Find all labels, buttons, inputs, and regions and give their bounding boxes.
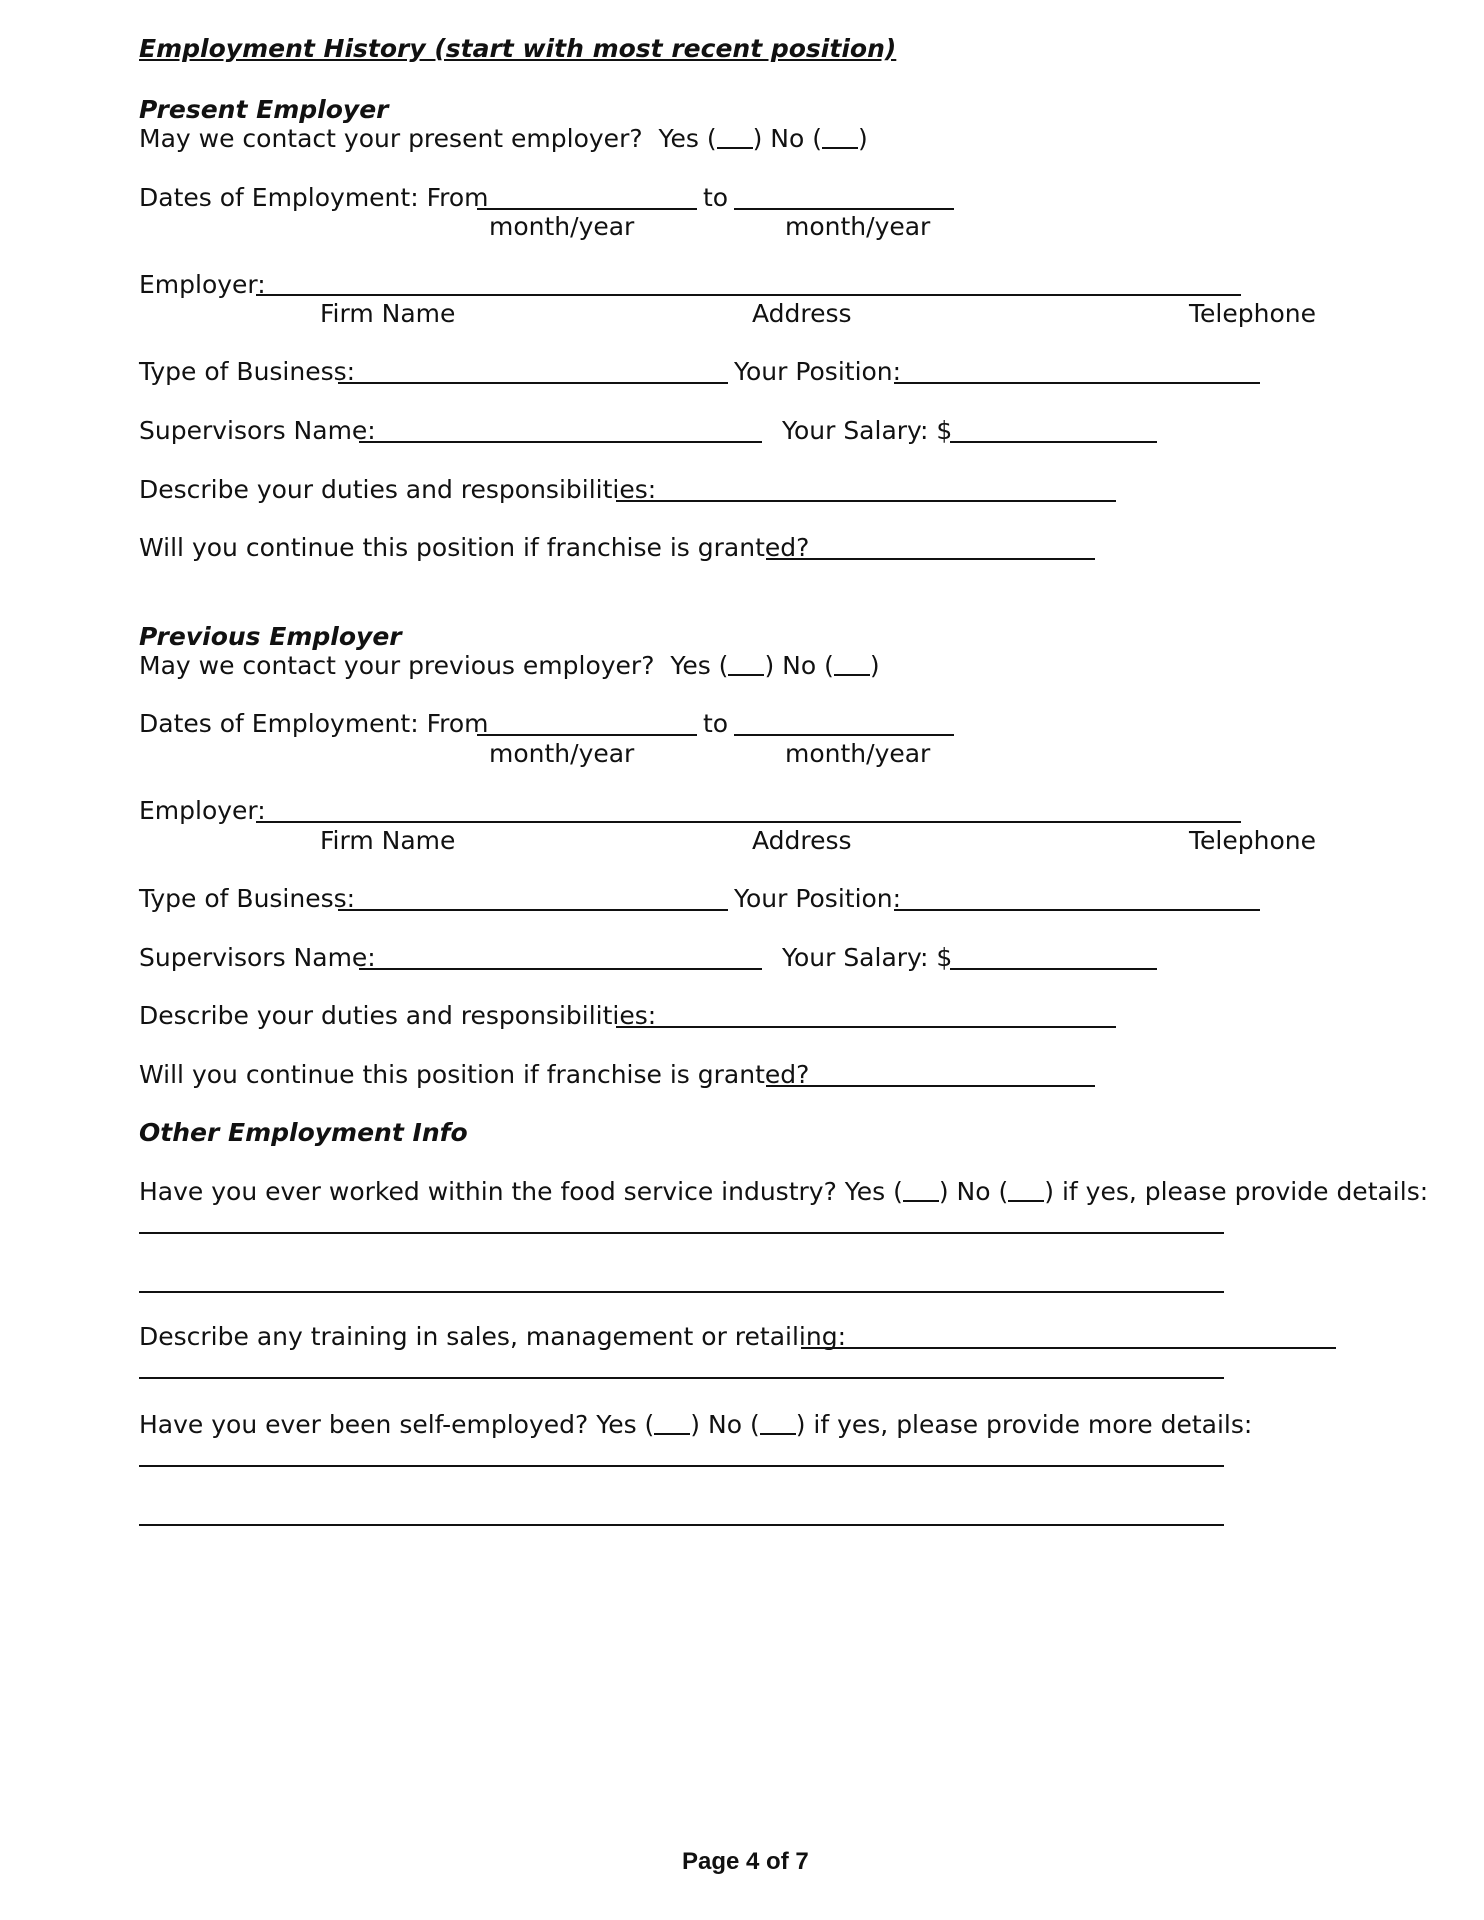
previous-salary-label: Your Salary: $ xyxy=(782,943,953,972)
present-to-label: to xyxy=(703,183,729,212)
previous-telephone-caption: Telephone xyxy=(1189,826,1316,855)
previous-position-label: Your Position: xyxy=(734,884,902,913)
previous-contact-question: May we contact your previous employer? Yes ( ) No ( ) xyxy=(139,651,880,680)
present-position-label: Your Position: xyxy=(734,357,902,386)
other-employment-heading: Other Employment Info xyxy=(139,1118,468,1147)
present-from-date-field[interactable] xyxy=(477,208,697,210)
training-field[interactable] xyxy=(801,1347,1336,1349)
food-service-yes-blank[interactable] xyxy=(903,1178,939,1202)
present-business-field[interactable] xyxy=(338,382,728,384)
previous-contact-no-blank[interactable] xyxy=(834,652,870,676)
previous-business-field[interactable] xyxy=(338,909,728,911)
previous-employer-label: Employer: xyxy=(139,796,266,825)
previous-position-field[interactable] xyxy=(894,909,1260,911)
present-dates-label: Dates of Employment: From xyxy=(139,183,489,212)
present-telephone-caption: Telephone xyxy=(1189,299,1316,328)
present-position-field[interactable] xyxy=(894,382,1260,384)
previous-contact-yes-blank[interactable] xyxy=(728,652,764,676)
previous-continue-label: Will you continue this position if franchise is granted? xyxy=(139,1060,810,1089)
present-employer-field[interactable] xyxy=(256,294,1241,296)
previous-continue-field[interactable] xyxy=(766,1085,1095,1087)
present-firm-caption: Firm Name xyxy=(320,299,456,328)
present-salary-field[interactable] xyxy=(950,441,1157,443)
self-employed-details-line-1[interactable] xyxy=(139,1465,1224,1467)
training-details-line[interactable] xyxy=(139,1377,1224,1379)
present-contact-yes-blank[interactable] xyxy=(717,125,753,149)
previous-salary-field[interactable] xyxy=(950,968,1157,970)
previous-address-caption: Address xyxy=(752,826,852,855)
previous-duties-field[interactable] xyxy=(616,1026,1116,1028)
self-employed-no-blank[interactable] xyxy=(760,1411,796,1435)
self-employed-yes-blank[interactable] xyxy=(654,1411,690,1435)
present-continue-label: Will you continue this position if franchise is granted? xyxy=(139,533,810,562)
present-address-caption: Address xyxy=(752,299,852,328)
present-duties-label: Describe your duties and responsibilities: xyxy=(139,475,657,504)
food-service-no-blank[interactable] xyxy=(1008,1178,1044,1202)
training-label: Describe any training in sales, management or retailing: xyxy=(139,1322,846,1351)
previous-supervisor-label: Supervisors Name: xyxy=(139,943,376,972)
present-salary-label: Your Salary: $ xyxy=(782,416,953,445)
present-continue-field[interactable] xyxy=(766,558,1095,560)
previous-supervisor-field[interactable] xyxy=(359,968,762,970)
present-contact-no-blank[interactable] xyxy=(822,125,858,149)
previous-duties-label: Describe your duties and responsibilities: xyxy=(139,1001,657,1030)
previous-dates-label: Dates of Employment: From xyxy=(139,709,489,738)
present-business-label: Type of Business: xyxy=(139,357,356,386)
present-employer-label: Employer: xyxy=(139,270,266,299)
previous-to-caption: month/year xyxy=(785,739,931,768)
present-to-date-field[interactable] xyxy=(734,208,954,210)
self-employed-details-line-2[interactable] xyxy=(139,1524,1224,1526)
food-service-details-line-2[interactable] xyxy=(139,1291,1224,1293)
food-service-details-line-1[interactable] xyxy=(139,1232,1224,1234)
present-contact-question: May we contact your present employer? Yes ( ) No ( ) xyxy=(139,124,868,153)
present-from-caption: month/year xyxy=(489,212,635,241)
present-supervisor-field[interactable] xyxy=(359,441,762,443)
previous-to-label: to xyxy=(703,709,729,738)
present-duties-field[interactable] xyxy=(616,500,1116,502)
page-number: Page 4 of 7 xyxy=(682,1848,809,1875)
previous-firm-caption: Firm Name xyxy=(320,826,456,855)
previous-from-date-field[interactable] xyxy=(477,734,697,736)
previous-employer-field[interactable] xyxy=(256,821,1241,823)
food-service-question: Have you ever worked within the food service industry? Yes ( ) No ( ) if yes, please provide details: xyxy=(139,1177,1429,1206)
present-supervisor-label: Supervisors Name: xyxy=(139,416,376,445)
page-title: Employment History (start with most recent position) xyxy=(139,34,897,63)
present-to-caption: month/year xyxy=(785,212,931,241)
previous-from-caption: month/year xyxy=(489,739,635,768)
previous-to-date-field[interactable] xyxy=(734,734,954,736)
previous-business-label: Type of Business: xyxy=(139,884,356,913)
previous-employer-heading: Previous Employer xyxy=(139,622,402,651)
self-employed-question: Have you ever been self-employed? Yes ( ) No ( ) if yes, please provide more details: xyxy=(139,1410,1253,1439)
present-employer-heading: Present Employer xyxy=(139,95,389,124)
